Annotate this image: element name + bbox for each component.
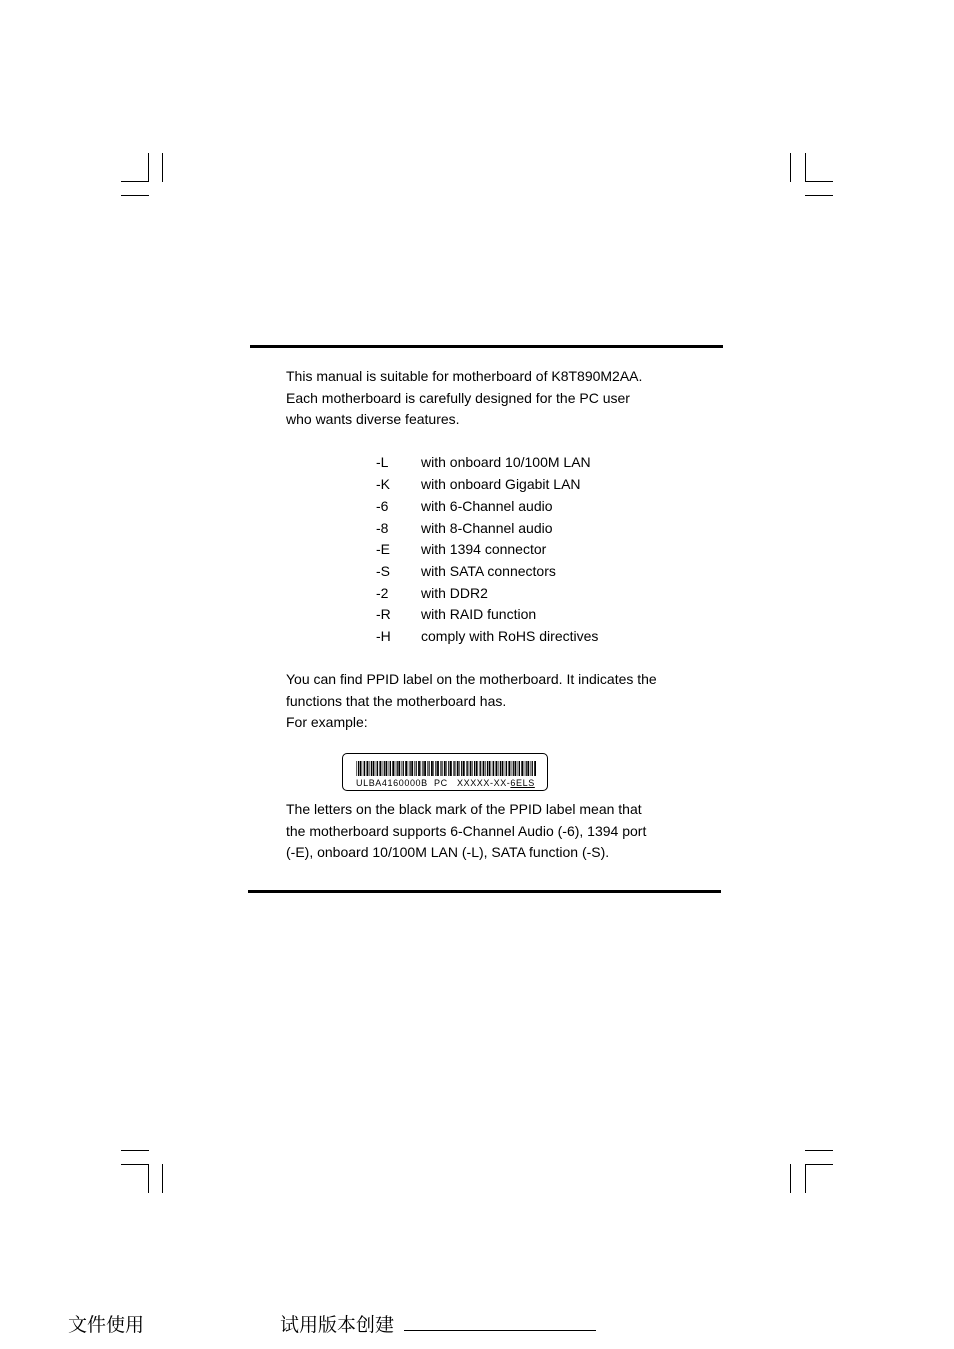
barcode-image — [356, 761, 536, 776]
option-code: -L — [376, 454, 389, 470]
intro-line: who wants diverse features. — [286, 411, 460, 428]
option-code: -K — [376, 476, 390, 492]
option-desc: with onboard Gigabit LAN — [421, 476, 581, 492]
ppid-explain-line: (-E), onboard 10/100M LAN (-L), SATA function (-S). — [286, 844, 610, 861]
ppid-explain-paragraph — [286, 799, 646, 864]
option-desc: with onboard 10/100M LAN — [421, 454, 591, 470]
intro-line: This manual is suitable for motherboard of K8T890M2AA. — [286, 368, 643, 384]
crop-mark — [805, 1150, 833, 1151]
option-code: -8 — [376, 520, 389, 536]
option-desc: with 6-Channel audio — [421, 498, 553, 514]
crop-mark — [805, 181, 833, 182]
crop-mark — [121, 1164, 149, 1165]
crop-mark — [148, 153, 149, 182]
footer-left-text: 文件使用 — [68, 1314, 145, 1336]
option-desc: comply with RoHS directives — [421, 628, 599, 644]
option-code: -S — [376, 563, 390, 579]
crop-mark — [121, 181, 149, 182]
ppid-code-marked: 6ELS — [510, 778, 535, 788]
footer-underline — [404, 1330, 596, 1331]
option-desc: with SATA connectors — [421, 563, 556, 579]
crop-mark — [790, 1164, 791, 1193]
ppid-intro-line: You can find PPID label on the motherboard. It indicates the — [286, 671, 657, 687]
crop-mark — [121, 195, 149, 196]
ppid-intro-paragraph — [286, 669, 657, 734]
option-code: -6 — [376, 498, 389, 514]
ppid-pc: PC — [433, 778, 448, 788]
option-desc: with DDR2 — [421, 585, 488, 601]
bottom-rule — [248, 890, 721, 893]
top-rule — [250, 345, 723, 348]
option-desc: with RAID function — [421, 606, 537, 622]
crop-mark — [805, 1164, 806, 1193]
ppid-explain-line: the motherboard supports 6-Channel Audio (-6), 1394 port — [286, 822, 647, 839]
footer-right-text: 试用版本创建 — [280, 1314, 395, 1336]
crop-mark — [162, 153, 163, 182]
ppid-code-prefix: XXXXX-XX- — [456, 778, 511, 788]
option-code: -H — [376, 628, 391, 644]
option-desc: with 8-Channel audio — [421, 520, 553, 536]
crop-mark — [790, 153, 791, 182]
option-code: -2 — [376, 585, 389, 601]
ppid-explain-line: The letters on the black mark of the PPID label mean that — [286, 801, 642, 817]
option-code: -R — [376, 606, 391, 622]
ppid-intro-line: For example: — [286, 714, 368, 731]
intro-line: Each motherboard is carefully designed for the PC user — [286, 389, 630, 406]
option-code: -E — [376, 541, 390, 557]
crop-mark — [162, 1164, 163, 1193]
crop-mark — [805, 1164, 833, 1165]
crop-mark — [805, 195, 833, 196]
ppid-intro-line: functions that the motherboard has. — [286, 692, 507, 709]
crop-mark — [148, 1164, 149, 1193]
ppid-serial: ULBA4160000B — [356, 778, 428, 788]
ppid-label — [342, 753, 548, 791]
intro-paragraph — [286, 366, 642, 431]
ppid-label-text — [356, 778, 535, 789]
crop-mark — [805, 153, 806, 182]
option-desc: with 1394 connector — [421, 541, 547, 557]
crop-mark — [121, 1150, 149, 1151]
